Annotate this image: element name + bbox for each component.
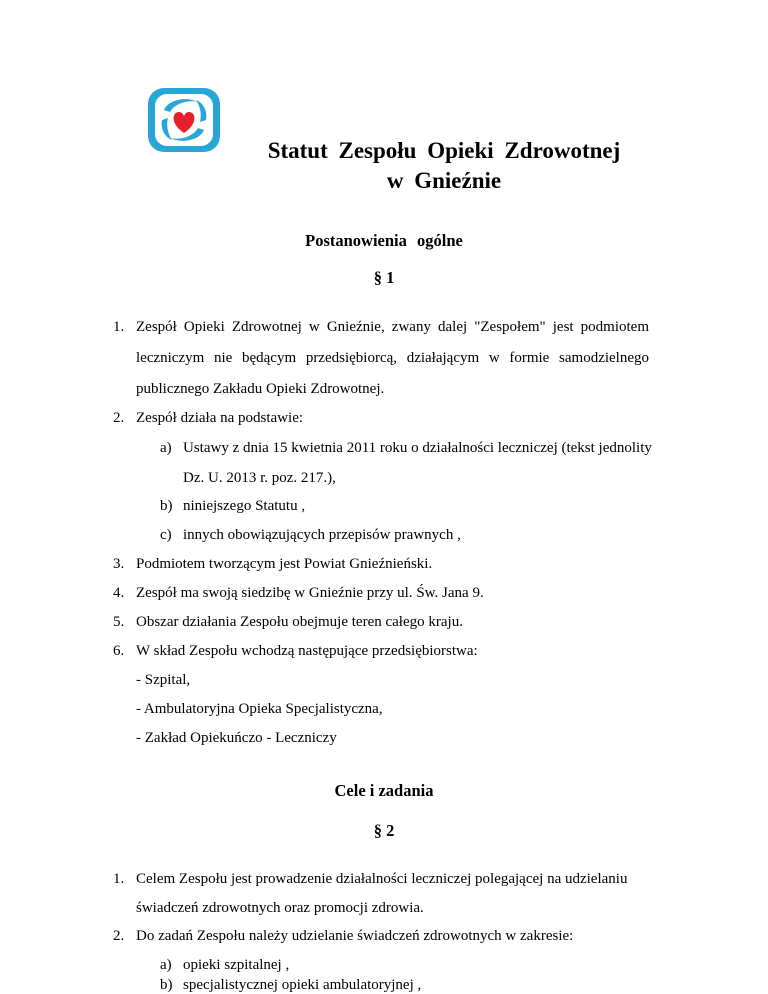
paragraph-mark-2: § 2 [373,821,395,840]
sub-item-marker: b) [160,977,173,993]
list-item-text: Obszar działania Zespołu obejmuje teren całego kraju. [136,614,463,630]
list-item-number: 3. [113,556,125,572]
list-item-text: świadczeń zdrowotnych oraz promocji zdrowia. [136,900,424,916]
list-item-text: Podmiotem tworzącym jest Powiat Gnieźnieński. [136,556,433,572]
sub-item-marker: a) [160,440,172,456]
dash-item-text: - Szpital, [136,672,191,688]
list-item-number: 6. [113,643,125,659]
list-item-text: leczniczym nie będącym przedsiębiorcą, działającym w formie samodzielnego [136,350,649,366]
list-item-text: publicznego Zakładu Opieki Zdrowotnej. [136,381,385,397]
document-title [248,136,640,196]
sub-item-text: specjalistycznej opieki ambulatoryjnej , [183,977,422,993]
title-line-1: Statut Zespołu Opieki Zdrowotnej [267,138,621,163]
sub-item-marker: a) [160,957,172,973]
list-item-text: Zespół ma swoją siedzibę w Gnieźnie przy ul. Św. Jana 9. [136,585,484,601]
sub-item-marker: b) [160,498,173,514]
sub-item-text: Ustawy z dnia 15 kwietnia 2011 roku o działalności leczniczej (tekst jednolity [183,440,652,456]
list-item-number: 1. [113,319,125,335]
sub-item-text: innych obowiązujących przepisów prawnych , [183,527,461,543]
list-item-text: Celem Zespołu jest prowadzenie działalności leczniczej polegającej na udzielaniu [136,871,628,887]
sub-item-marker: c) [160,527,172,543]
paragraph-mark-1: § 1 [373,268,395,287]
sub-item-text: opieki szpitalnej , [183,957,290,973]
list-item-text: Zespół działa na podstawie: [136,410,304,426]
section-heading-goals: Cele i zadania [334,781,434,800]
heart-swirl-logo-icon [146,86,222,154]
list-item-text: W skład Zespołu wchodzą następujące przedsiębiorstwa: [136,643,478,659]
list-item-text: Do zadań Zespołu należy udzielanie świadczeń zdrowotnych w zakresie: [136,928,574,944]
sub-item-text: Dz. U. 2013 r. poz. 217.), [183,470,336,486]
sub-item-text: niniejszego Statutu , [183,498,306,514]
list-item-number: 5. [113,614,125,630]
list-item-text: Zespół Opieki Zdrowotnej w Gnieźnie, zwany dalej "Zespołem" jest podmiotem [136,319,649,335]
list-item-number: 1. [113,871,125,887]
dash-item-text: - Ambulatoryjna Opieka Specjalistyczna, [136,701,383,717]
title-line-2: w Gnieźnie [386,168,502,193]
section-heading-general: Postanowienia ogólne [305,231,463,250]
list-item-number: 2. [113,928,125,944]
list-item-number: 4. [113,585,125,601]
dash-item-text: - Zakład Opiekuńczo - Leczniczy [136,730,337,746]
list-item-number: 2. [113,410,125,426]
